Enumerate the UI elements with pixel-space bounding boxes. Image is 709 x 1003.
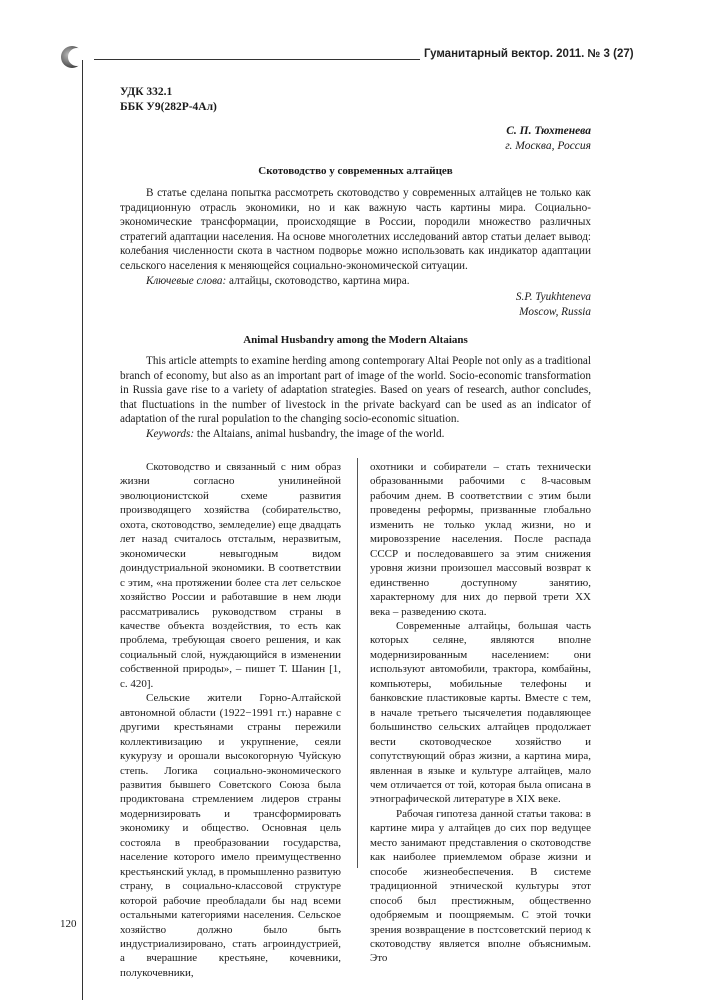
author-ru — [505, 124, 591, 154]
abstract-en-text: This article attempts to examine herding among contemporary Altai People not only as a traditional branch of economy, but also as an important part of image of the world. Socio-economic transformation in Russia gave rise to a variety of adaptation strategies. Based on years of research, author concludes, that fluctuations in the number of livestock in the private backyard can be used as an indicator of adaptation of the rural population to the changing socio-economic situation. — [120, 355, 591, 426]
body-left-column — [120, 460, 341, 980]
author-ru-place: г. Москва, Россия — [505, 140, 591, 152]
classification-codes — [120, 85, 217, 115]
abstract-en — [120, 354, 591, 442]
keywords-ru-text: алтайцы, скотоводство, картина мира. — [226, 274, 410, 287]
body-paragraph: Сельские жители Горно-Алтайской автономной области (1922−1991 гг.) наравне с другими крестьянами страны пережили коллективизацию и укрупнение, сеяли кукурузу и орошали высокогорную Чуйскую степь. Логика социально-экономического развития бывшего Советского Союза была продиктована стремлением лидеров страны модернизировать и трансформировать экономику и общество. Основная цель состояла в преобразовании государства, население которого имело преимущественно крестьянский уклад, в промышленно развитую страну, в социально-классовой структуре которой рабочие преобладали бы над всеми остальными категориями населения. Сельское хозяйство должно было быть индустриализировано, стать агроиндустрией, а вчерашние крестьяне, кочевники, полукочевники, — [120, 692, 341, 979]
header-rule — [94, 59, 420, 60]
abstract-ru — [120, 186, 591, 288]
author-en-name: S.P. Tyukhteneva — [515, 291, 591, 303]
crescent-logo-icon — [60, 45, 84, 69]
udk-code: УДК 332.1 — [120, 86, 173, 98]
body-paragraph: Современные алтайцы, большая часть которых селяне, являются вполне модернизированным населением: они используют автомобили, трактора, комбайны, компьютеры, мобильные телефоны и банковские пластиковые карты. Вместе с тем, в начале третьего тысячелетия подавляющее большинство сельских алтайцев продолжает вести скотоводческое хозяйство и сопутствующий образ жизни, а картина мира, явленная в языке и культуре алтайцев, мало чем отличается от той, которая была описана в этнографической литературе в XIX веке. — [370, 619, 591, 806]
keywords-en — [120, 427, 591, 442]
body-right-column — [370, 460, 591, 966]
journal-header: Гуманитарный вектор. 2011. № 3 (27) — [424, 48, 634, 60]
body-paragraph: Скотоводство и связанный с ним образ жизни согласно унилинейной эволюционистской схеме развития производящего хозяйства (собирательство, охота, скотоводство, земледелие) еще двадцать лет назад считалось отсталым, неразвитым, экономически невыгодным видом доиндустриальной экономики. В соответствии с этим, «на протяжении более ста лет сельское хозяйство России и работавшие в нем люди рассматривались руководством страны в качестве объекта воздействия, то есть как проблема, требующая своего решения, и как социальный слой, нуждающийся в изменении собственной природы», – пишет Т. Шанин [1, с. 420]. — [120, 461, 341, 690]
author-ru-name: С. П. Тюхтенева — [506, 125, 591, 137]
keywords-ru — [120, 274, 591, 289]
bbk-code: ББК У9(282Р-4Ал) — [120, 101, 217, 113]
author-en — [516, 290, 591, 319]
abstract-ru-text: В статье сделана попытка рассмотреть скотоводство у современных алтайцев не только как традиционную отрасль экономики, но и как важную часть картины мира. Социально-экономические трансформации, происходящие в России, породили множество различных стратегий адаптации населения. На основе многолетних исследований автор статьи делает вывод: колебания численности скота в частном подворье можно использовать как индикатор адаптации сельского населения к меняющейся социально-экономической ситуации. — [120, 187, 591, 272]
page-number: 120 — [60, 918, 77, 930]
margin-rule — [82, 60, 83, 1000]
body-paragraph: Рабочая гипотеза данной статьи такова: в картине мира у алтайцев до сих пор ведущее место занимают представления о скотоводстве как наиболее приемлемом образе жизни и способе жизнеобеспечения. В системе традиционной этнической культуры этот способ был престижным, общественно одобряемым и поощряемым. С этой точки зрения возвращение в постсоветский период к скотоводству является вполне объяснимым. Это — [370, 807, 591, 965]
keywords-ru-label: Ключевые слова: — [146, 274, 227, 287]
column-divider — [357, 458, 358, 868]
title-en: Animal Husbandry among the Modern Altaians — [243, 334, 468, 346]
body-paragraph: охотники и собиратели – стать технически образованными рабочими с 8-часовым рабочим днем. В соответствии с этим были проведены реформы, призванные глобально изменить не только уклад жизни, но и мировоззрение населения. После распада СССР и последовавшего за этим снижения уровня жизни произошел массовый возврат к единственно доступному занятию, характерному для них до первой трети XX века – разведению скота. — [370, 461, 591, 618]
author-en-place: Moscow, Russia — [519, 305, 591, 318]
title-ru: Скотоводство у современных алтайцев — [258, 165, 453, 177]
keywords-en-text: the Altaians, animal husbandry, the image of the world. — [194, 427, 445, 440]
keywords-en-label: Keywords: — [146, 427, 195, 440]
